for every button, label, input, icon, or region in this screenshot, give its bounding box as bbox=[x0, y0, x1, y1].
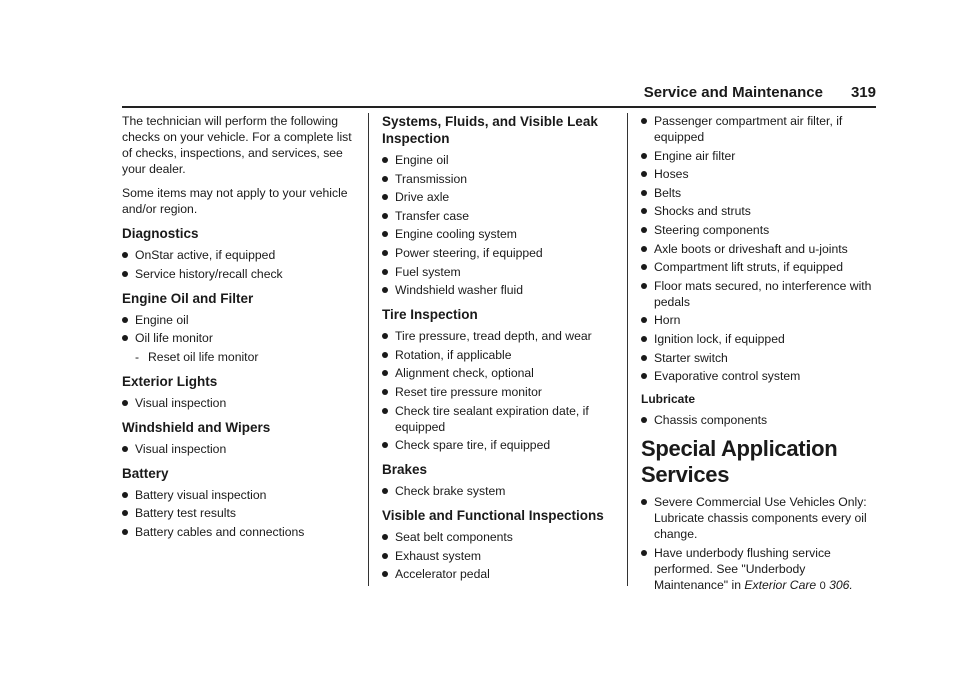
list-item: Evaporative control system bbox=[641, 368, 876, 384]
bullet-icon bbox=[122, 492, 128, 498]
bullet-icon bbox=[641, 499, 647, 505]
bullet-icon bbox=[641, 118, 647, 124]
bullet-icon bbox=[641, 283, 647, 289]
page-ref-arrow-icon: 0 bbox=[819, 579, 826, 592]
list-item: Seat belt components bbox=[382, 529, 614, 545]
list-item: Shocks and struts bbox=[641, 203, 876, 219]
list-item: Transfer case bbox=[382, 208, 614, 224]
engine-oil-list bbox=[122, 312, 358, 347]
header-rule bbox=[122, 106, 876, 108]
bullet-icon bbox=[382, 333, 388, 339]
bullet-icon bbox=[641, 373, 647, 379]
systems-list bbox=[382, 152, 614, 298]
bullet-icon bbox=[382, 269, 388, 275]
note-paragraph: Some items may not apply to your vehicle and/or region. bbox=[122, 186, 348, 216]
list-item: Battery visual inspection bbox=[122, 487, 358, 503]
bullet-icon bbox=[382, 352, 388, 358]
bullet-icon bbox=[382, 488, 388, 494]
bullet-icon bbox=[382, 442, 388, 448]
heading-lubricate: Lubricate bbox=[641, 392, 696, 407]
list-item: Steering components bbox=[641, 222, 876, 238]
heading-systems-fluids: Systems, Fluids, and Visible Leak Inspection bbox=[382, 114, 598, 146]
bullet-icon bbox=[382, 250, 388, 256]
bullet-icon bbox=[641, 171, 647, 177]
bullet-icon bbox=[382, 408, 388, 414]
bullet-icon bbox=[641, 417, 647, 423]
bullet-icon bbox=[382, 213, 388, 219]
sub-list-item: - Reset oil life monitor bbox=[135, 349, 259, 364]
list-item: Drive axle bbox=[382, 189, 614, 205]
list-item: Compartment lift struts, if equipped bbox=[641, 259, 876, 275]
list-item: Battery test results bbox=[122, 505, 358, 521]
list-item: Ignition lock, if equipped bbox=[641, 331, 876, 347]
bullet-icon bbox=[641, 153, 647, 159]
dash-marker: - bbox=[135, 349, 140, 364]
heading-battery: Battery bbox=[122, 465, 169, 481]
list-item: Reset tire pressure monitor bbox=[382, 384, 614, 400]
list-item: Engine oil bbox=[122, 312, 358, 328]
special-services-list bbox=[641, 494, 876, 594]
bullet-icon bbox=[382, 389, 388, 395]
bullet-icon bbox=[382, 287, 388, 293]
column-divider bbox=[627, 113, 628, 586]
bullet-icon bbox=[382, 553, 388, 559]
heading-engine-oil: Engine Oil and Filter bbox=[122, 290, 254, 306]
heading-exterior-lights: Exterior Lights bbox=[122, 373, 218, 389]
windshield-list bbox=[122, 441, 358, 457]
bullet-icon bbox=[641, 336, 647, 342]
bullet-icon bbox=[122, 529, 128, 535]
cross-reference-link[interactable]: Exterior Care bbox=[744, 577, 817, 592]
list-item: Belts bbox=[641, 185, 876, 201]
list-item: Alignment check, optional bbox=[382, 365, 614, 381]
list-item: Check brake system bbox=[382, 483, 614, 499]
bullet-icon bbox=[122, 400, 128, 406]
list-item: Windshield washer fluid bbox=[382, 282, 614, 298]
bullet-icon bbox=[641, 190, 647, 196]
list-item: Chassis components bbox=[641, 412, 876, 428]
list-item: Check spare tire, if equipped bbox=[382, 437, 614, 453]
bullet-icon bbox=[641, 550, 647, 556]
bullet-icon bbox=[382, 370, 388, 376]
bullet-icon bbox=[122, 271, 128, 277]
heading-visible-functional: Visible and Functional Inspections bbox=[382, 508, 604, 524]
list-item: Accelerator pedal bbox=[382, 566, 614, 582]
list-item: Service history/recall check bbox=[122, 266, 358, 282]
lubricate-list bbox=[641, 412, 876, 428]
list-item: Engine oil bbox=[382, 152, 614, 168]
list-item: Axle boots or driveshaft and u-joints bbox=[641, 241, 876, 257]
list-item: Oil life monitor bbox=[122, 330, 358, 346]
section-title: Service and Maintenance bbox=[643, 84, 823, 101]
list-item: Transmission bbox=[382, 171, 614, 187]
list-item: Engine air filter bbox=[641, 148, 876, 164]
bullet-icon bbox=[122, 252, 128, 258]
bullet-icon bbox=[641, 208, 647, 214]
list-item: Passenger compartment air filter, if equipped bbox=[641, 113, 876, 145]
list-item: Engine cooling system bbox=[382, 226, 614, 242]
exterior-lights-list bbox=[122, 395, 358, 411]
heading-special-application: Special Application Services bbox=[641, 436, 838, 488]
list-item: Battery cables and connections bbox=[122, 524, 358, 540]
bullet-icon bbox=[382, 176, 388, 182]
list-item: Horn bbox=[641, 312, 876, 328]
brakes-list bbox=[382, 483, 614, 499]
list-item: Floor mats secured, no interference with pedals bbox=[641, 278, 876, 310]
list-item: Severe Commercial Use Vehicles Only: Lubricate chassis components every oil change. bbox=[641, 494, 876, 542]
list-item: Exhaust system bbox=[382, 548, 614, 564]
bullet-icon bbox=[382, 231, 388, 237]
list-item: Visual inspection bbox=[122, 441, 358, 457]
list-item: OnStar active, if equipped bbox=[122, 247, 358, 263]
bullet-icon bbox=[641, 317, 647, 323]
list-item: Tire pressure, tread depth, and wear bbox=[382, 328, 614, 344]
bullet-icon bbox=[641, 227, 647, 233]
page-reference[interactable]: 306. bbox=[829, 577, 853, 592]
page-number: 319 bbox=[850, 84, 876, 101]
bullet-icon bbox=[122, 446, 128, 452]
battery-list bbox=[122, 487, 358, 540]
heading-diagnostics: Diagnostics bbox=[122, 226, 199, 241]
list-item: Check tire sealant expiration date, if equipped bbox=[382, 403, 614, 435]
bullet-icon bbox=[122, 317, 128, 323]
bullet-icon bbox=[382, 571, 388, 577]
list-item: Starter switch bbox=[641, 350, 876, 366]
bullet-icon bbox=[382, 157, 388, 163]
inspection-continued-list bbox=[641, 113, 876, 384]
heading-windshield: Windshield and Wipers bbox=[122, 419, 271, 435]
bullet-icon bbox=[641, 355, 647, 361]
list-item: Have underbody flushing service performed. See "Underbody Maintenance" in Exterior Care 0 306. bbox=[641, 545, 876, 594]
column-divider bbox=[368, 113, 369, 586]
list-item: Power steering, if equipped bbox=[382, 245, 614, 261]
list-item: Fuel system bbox=[382, 264, 614, 280]
page-header bbox=[630, 84, 876, 101]
visible-inspections-list bbox=[382, 529, 614, 582]
bullet-icon bbox=[641, 264, 647, 270]
list-item: Hoses bbox=[641, 166, 876, 182]
bullet-icon bbox=[641, 246, 647, 252]
heading-brakes: Brakes bbox=[382, 462, 428, 478]
tire-list bbox=[382, 328, 614, 453]
bullet-icon bbox=[382, 194, 388, 200]
intro-paragraph: The technician will perform the following checks on your vehicle. For a complete list of checks, inspections, and services, see your dealer. bbox=[122, 114, 352, 176]
list-item: Rotation, if applicable bbox=[382, 347, 614, 363]
column-3 bbox=[641, 113, 876, 596]
list-item: Visual inspection bbox=[122, 395, 358, 411]
bullet-icon bbox=[382, 534, 388, 540]
column-2 bbox=[382, 113, 614, 585]
diagnostics-list bbox=[122, 247, 358, 282]
heading-tire-inspection: Tire Inspection bbox=[382, 307, 478, 323]
bullet-icon bbox=[122, 335, 128, 341]
bullet-icon bbox=[122, 510, 128, 516]
column-1 bbox=[122, 113, 358, 543]
